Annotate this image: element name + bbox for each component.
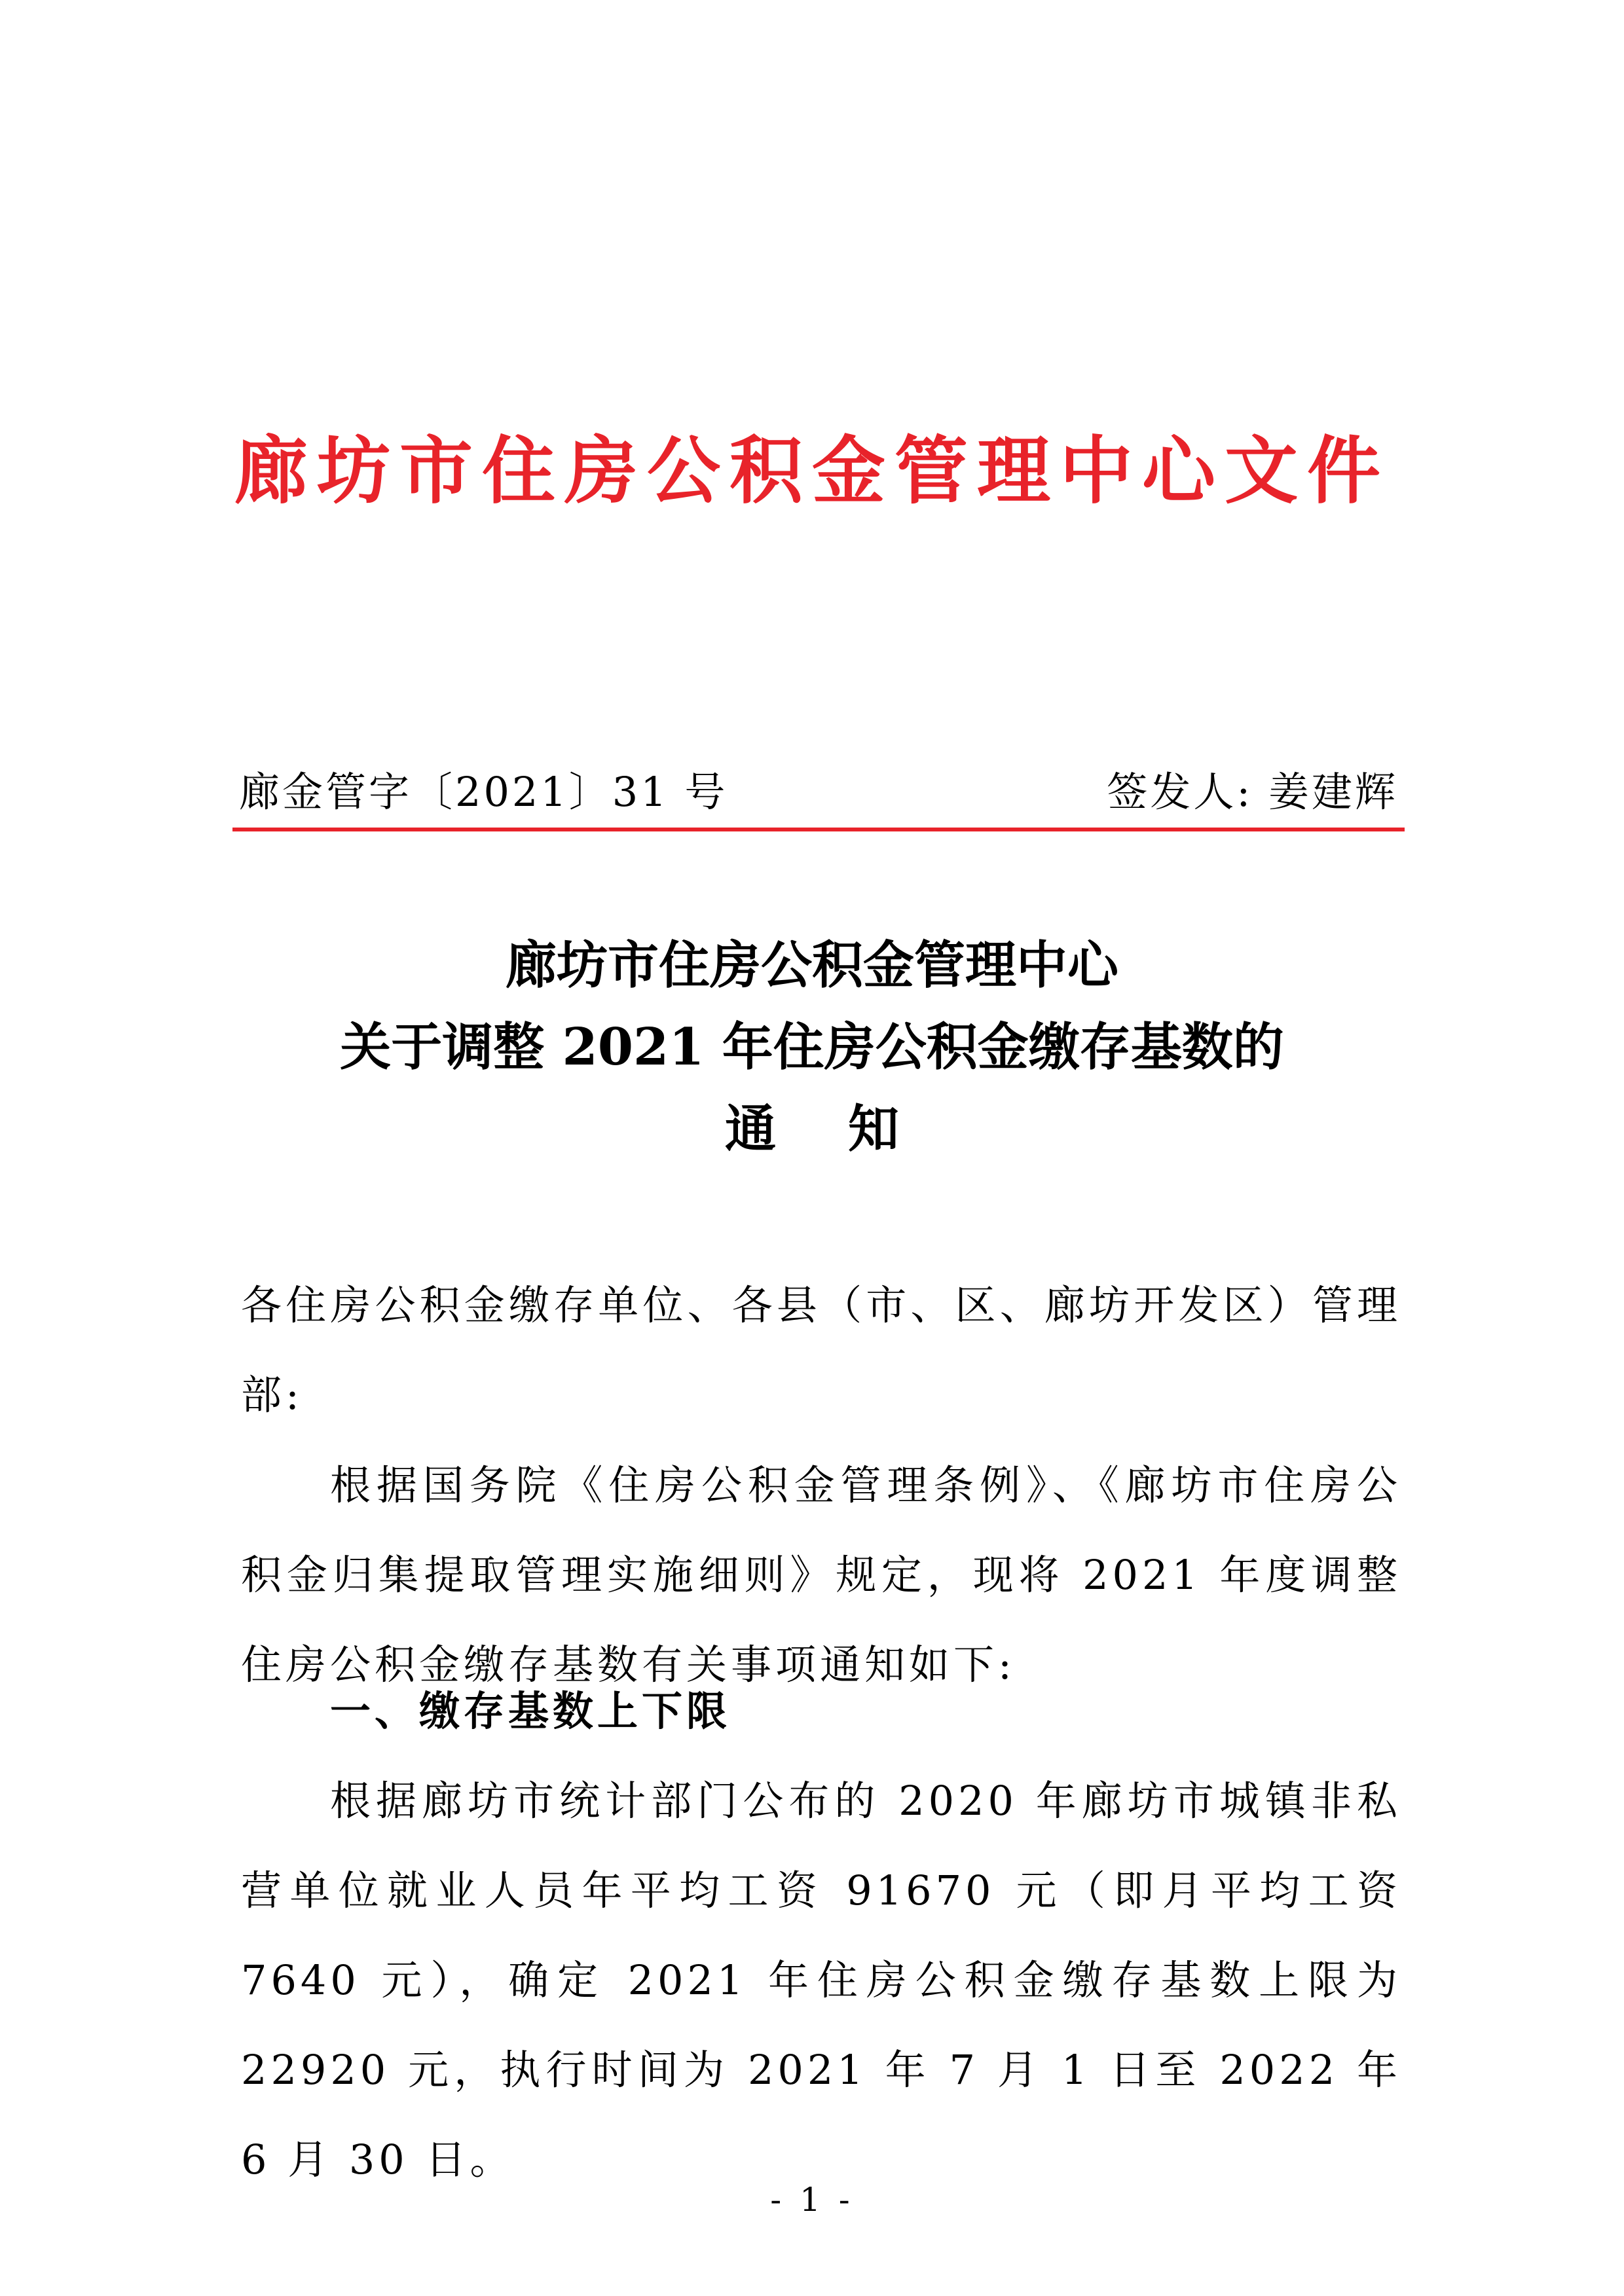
body-paragraph-2: 根据廊坊市统计部门公布的 2020 年廊坊市城镇非私营单位就业人员年平均工资 91670 元（即月平均工资 7640 元），确定 2021 年住房公积金缴存基数上限为 22920 元，执行时间为 2021 年 7 月 1 日至 2022 年 6 月 30 日。 [241,1777,1401,2183]
masthead-title: 廊坊市住房公积金管理中心文件 [234,428,1390,514]
document-number: 廊金管字〔2021〕31 号 [239,768,728,816]
section-heading-1: 一、缴存基数上下限 [330,1687,731,1735]
page-number: - 1 - [770,2181,854,2219]
signer: 签发人: 姜建辉 [1107,768,1398,816]
addressee: 各住房公积金缴存单位、各县（市、区、廊坊开发区）管理部: [241,1281,1401,1419]
document-header-row [239,759,1398,825]
red-divider-rule [232,828,1405,831]
body-paragraph-1: 根据国务院《住房公积金管理条例》、《廊坊市住房公积金归集提取管理实施细则》规定，现将 2021 年度调整住房公积金缴存基数有关事项通知如下: [241,1461,1401,1688]
notice-title-line-2: 关于调整 2021 年住房公积金缴存基数的 [340,1017,1284,1077]
notice-title-line-3: 通知 [724,1099,971,1159]
notice-title-line-1: 廊坊市住房公积金管理中心 [505,936,1118,995]
